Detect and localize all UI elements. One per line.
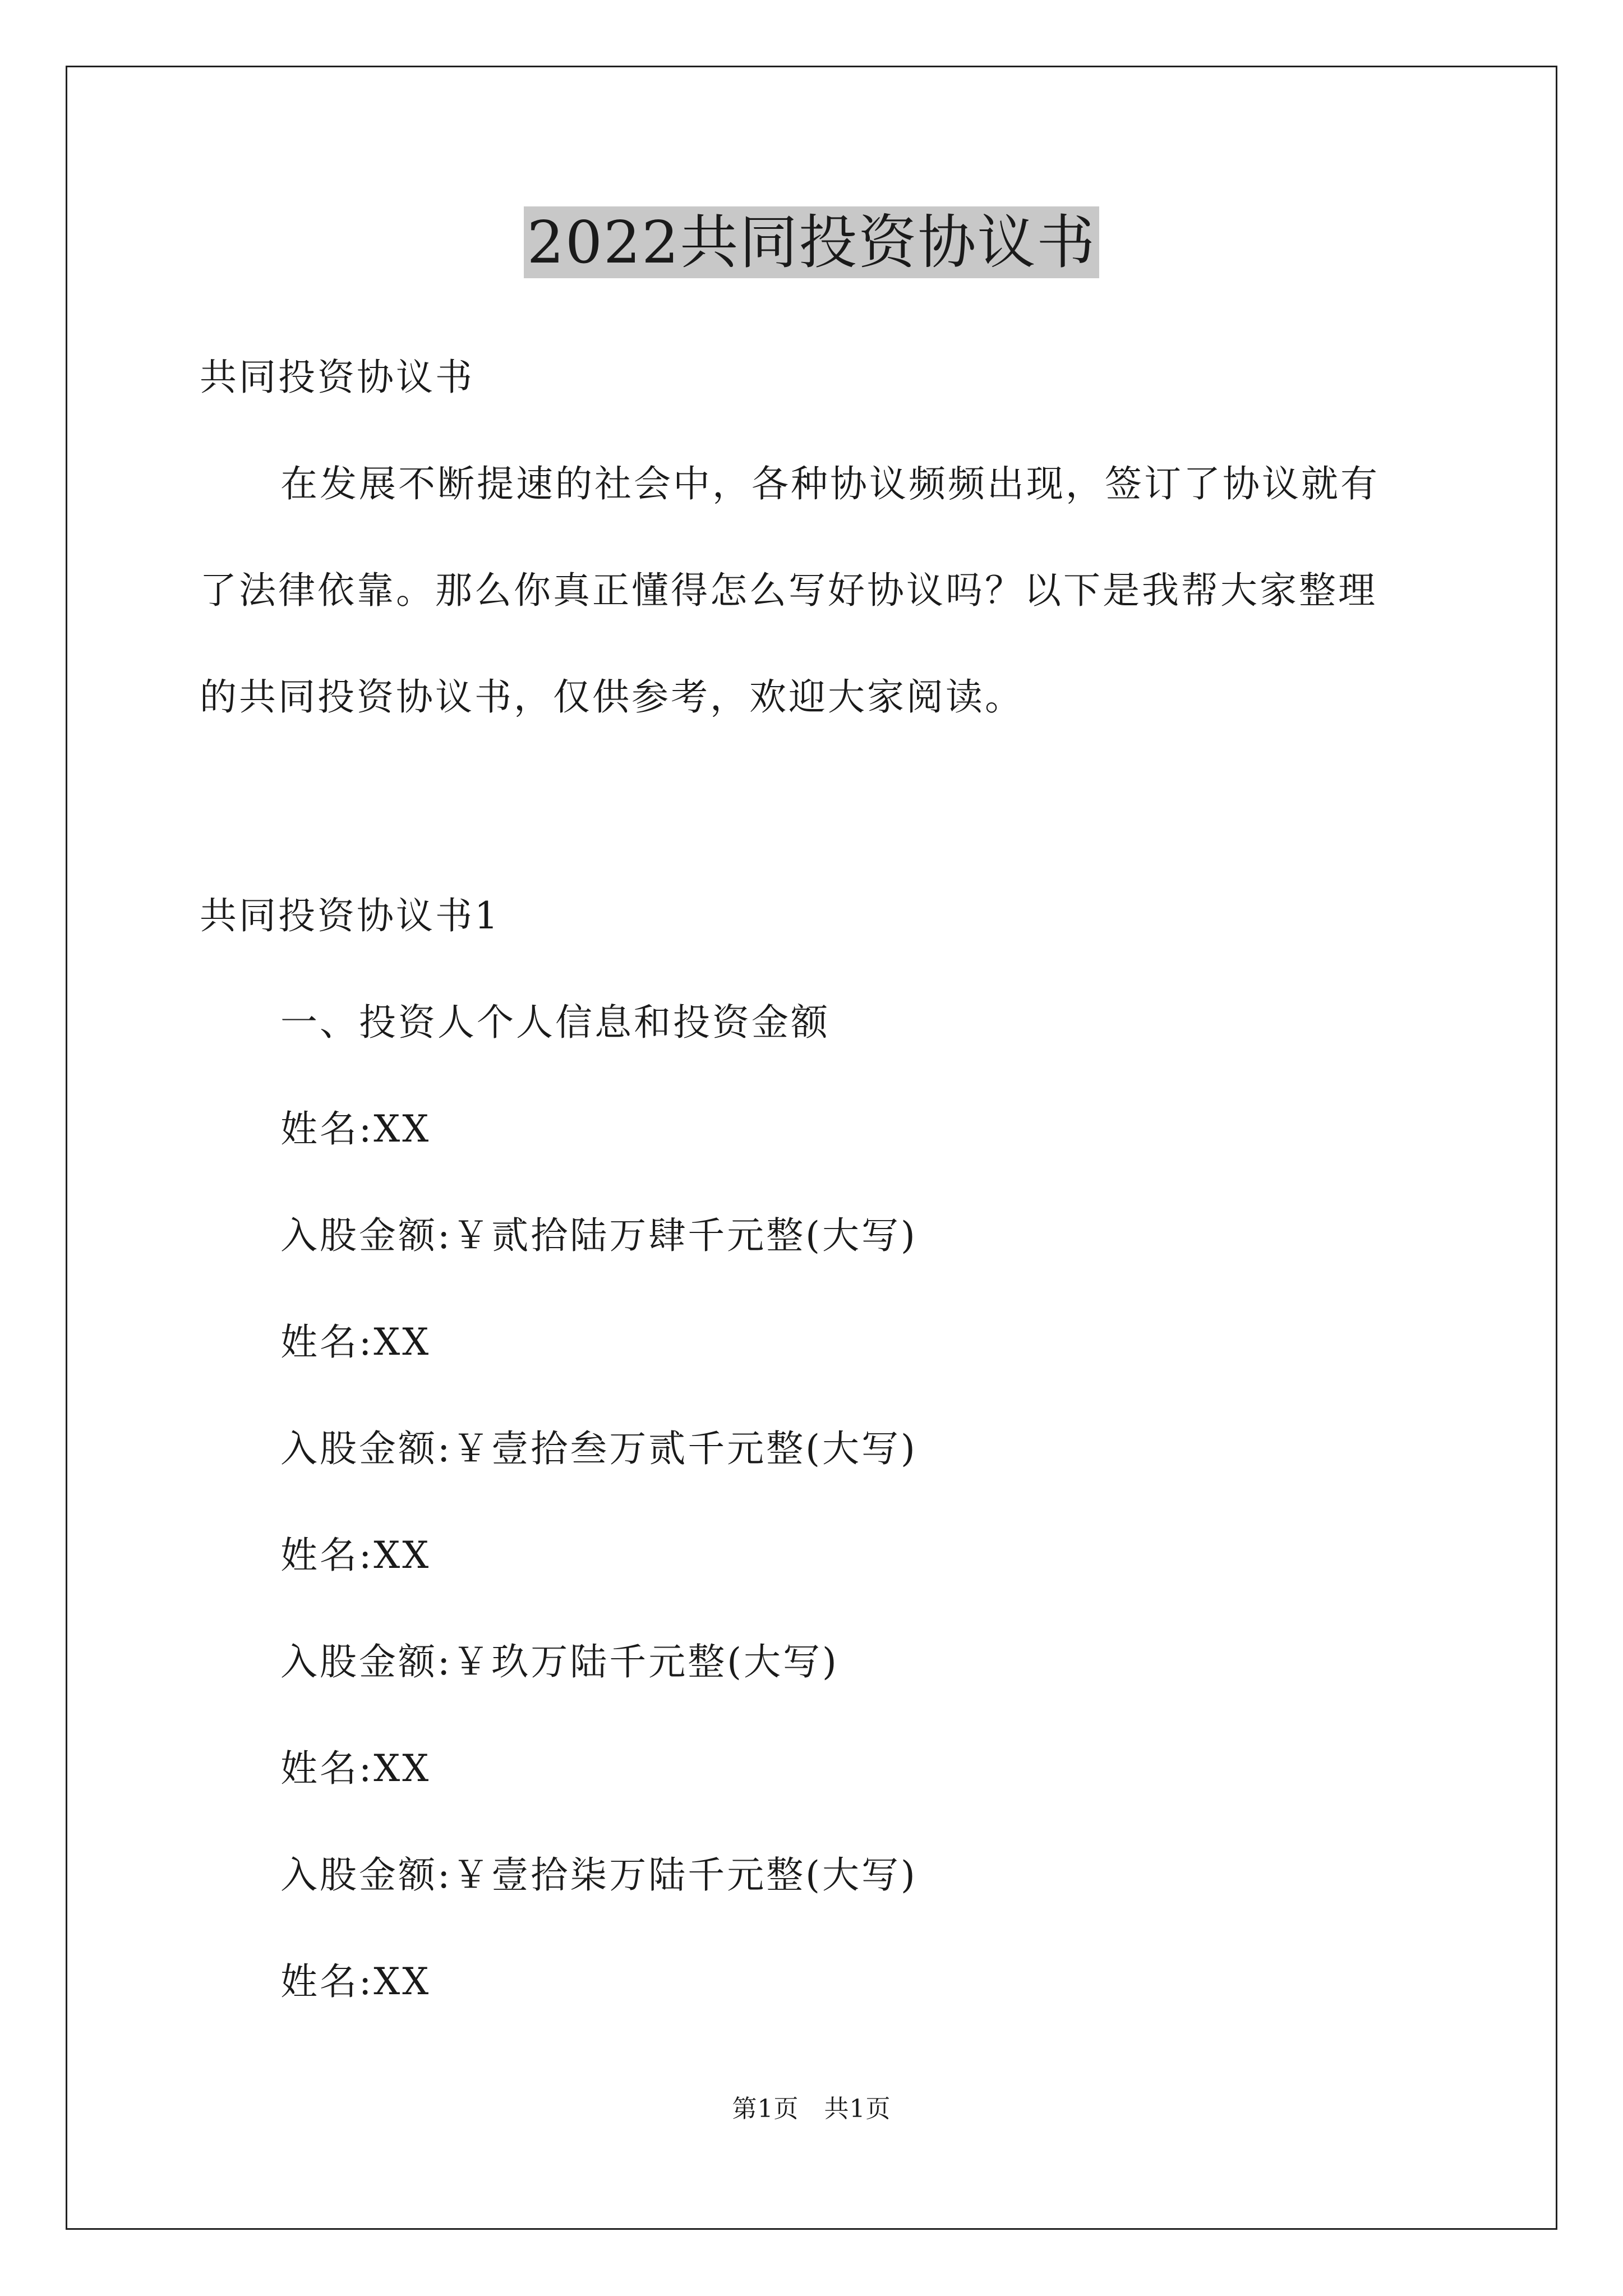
page-footer: 第1页 共1页 (732, 2095, 891, 2123)
investor-name-2: 姓名:XX (280, 1320, 431, 1364)
investment-amount-4: 入股金额:￥壹拾柒万陆千元整(大写) (280, 1853, 917, 1897)
investor-name-3: 姓名:XX (280, 1534, 431, 1577)
investor-name-5: 姓名:XX (280, 1960, 431, 2003)
intro-line-2: 了法律依靠。那么你真正懂得怎么写好协议吗？以下是我帮大家整理 (200, 569, 1377, 612)
document-heading: 共同投资协议书 (200, 356, 474, 399)
subsection-title: 一、投资人个人信息和投资金额 (280, 1001, 830, 1044)
section-title: 共同投资协议书1 (200, 894, 500, 937)
investment-amount-2: 入股金额:￥壹拾叁万贰千元整(大写) (280, 1427, 917, 1470)
investment-amount-3: 入股金额:￥玖万陆千元整(大写) (280, 1640, 839, 1683)
investment-amount-1: 入股金额:￥贰拾陆万肆千元整(大写) (280, 1214, 917, 1257)
title-container (0, 206, 1623, 278)
investor-name-1: 姓名:XX (280, 1107, 431, 1151)
intro-line-1: 在发展不断提速的社会中，各种协议频频出现，签订了协议就有 (280, 462, 1380, 505)
intro-line-3: 的共同投资协议书，仅供参考，欢迎大家阅读。 (200, 675, 1024, 719)
investor-name-4: 姓名:XX (280, 1747, 431, 1790)
document-title: 2022共同投资协议书 (524, 206, 1100, 278)
